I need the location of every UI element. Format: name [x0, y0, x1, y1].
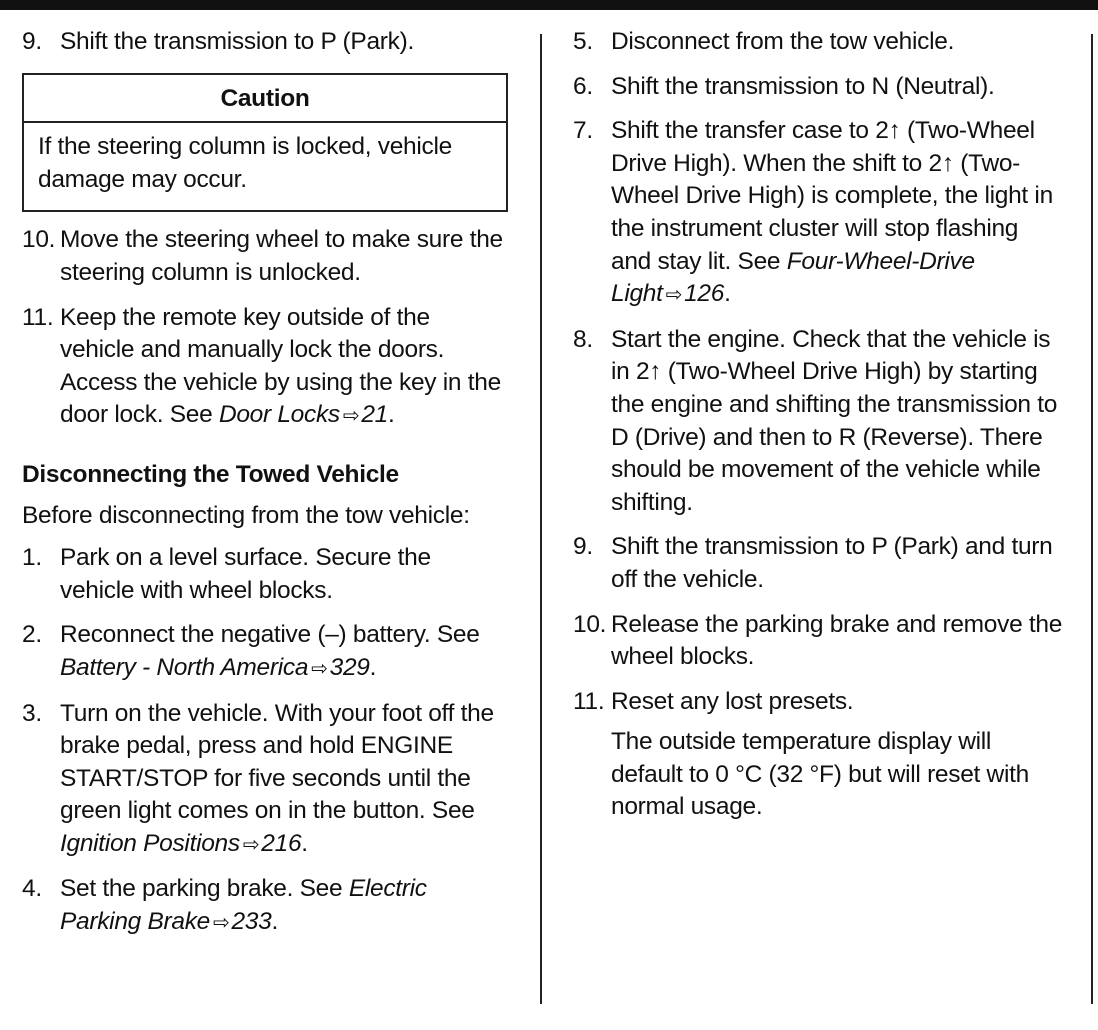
period: .	[369, 653, 377, 681]
step-8	[573, 324, 1063, 520]
step-5	[573, 26, 1063, 59]
right-edge-rule	[1091, 34, 1093, 1004]
step-number: 9.	[22, 28, 42, 55]
step-4	[22, 873, 508, 939]
step-text: Release the parking brake and remove the wheel blocks.	[611, 610, 1063, 671]
step-number: 2.	[22, 621, 42, 649]
step-11-right	[573, 686, 1063, 719]
period: .	[387, 401, 395, 429]
caution-text: If the steering column is locked, vehicle damage may occur.	[38, 133, 452, 193]
step-9-right	[573, 531, 1063, 596]
reference-page: 126	[684, 280, 725, 308]
cross-reference-link[interactable]	[60, 654, 370, 681]
top-rule	[0, 0, 1098, 10]
right-column	[573, 26, 1063, 824]
period: .	[724, 280, 731, 308]
step-text: Disconnect from the tow vehicle.	[611, 28, 955, 55]
page-ref-arrow-icon: ⇨	[311, 657, 328, 680]
reference-title: Electric Parking Brake	[60, 875, 427, 936]
step-text: Reset any lost presets.	[611, 687, 854, 715]
step-number: 3.	[22, 699, 42, 727]
reference-title: Door Locks	[218, 401, 340, 429]
reference-title: Battery - North America	[60, 653, 309, 681]
step-number: 4.	[22, 875, 42, 903]
step-6	[573, 71, 1063, 104]
page-ref-arrow-icon: ⇨	[342, 405, 360, 428]
step-number: 7.	[573, 117, 593, 145]
column-divider	[540, 34, 542, 1004]
step-text: Set the parking brake. See	[60, 875, 343, 903]
reference-page: 329	[329, 653, 370, 681]
step-number: 11.	[573, 687, 605, 715]
caution-box	[22, 73, 508, 213]
step-1	[22, 542, 508, 607]
step-number: 10.	[573, 610, 607, 638]
reference-title: Ignition Positions	[60, 829, 240, 857]
reference-page: 216	[261, 829, 302, 857]
step-text: Reconnect the negative (–) battery. See	[60, 621, 480, 649]
section-intro: Before disconnecting from the tow vehicle:	[22, 501, 470, 529]
cross-reference-link[interactable]	[219, 401, 388, 428]
reference-page: 233	[231, 908, 272, 936]
step-11-left	[22, 302, 508, 433]
step-text: Shift the transmission to P (Park) and turn off the vehicle.	[611, 533, 1053, 593]
step-7	[573, 115, 1063, 312]
period: .	[301, 829, 308, 857]
step-number: 5.	[573, 28, 593, 55]
step-number: 6.	[573, 72, 593, 100]
reference-title: Four-Wheel-Drive Light	[611, 247, 975, 308]
step-text: Park on a level surface. Secure the vehicle with wheel blocks.	[60, 544, 431, 604]
step-number: 10.	[22, 226, 56, 254]
step-number: 8.	[573, 325, 593, 353]
period: .	[271, 908, 278, 936]
step-number: 1.	[22, 544, 42, 572]
step-text: Shift the transfer case to 2↑ (Two-Wheel Drive High). When the shift to 2↑ (Two-Wheel Drive High) is complete, the light in the instrument cluster will stop flashing and stay lit. See	[611, 117, 1053, 275]
step-text: Turn on the vehicle. With your foot off the brake pedal, press and hold ENGINE START/STOP for five seconds until the green light comes on in the button. See	[60, 699, 494, 825]
step-9-left	[22, 26, 508, 59]
temperature-note: The outside temperature display will default to 0 °C (32 °F) but will reset with normal usage.	[611, 728, 1029, 821]
step-text: Start the engine. Check that the vehicle is in 2↑ (Two-Wheel Drive High) by starting the engine and shifting the transmission to D (Drive) and then to R (Reverse). There should be movement of the vehicle while shifting.	[611, 325, 1058, 516]
step-number: 11.	[22, 303, 54, 331]
section-heading: Disconnecting the Towed Vehicle	[22, 460, 399, 488]
step-2	[22, 619, 508, 685]
step-10-right	[573, 609, 1063, 674]
page-ref-arrow-icon: ⇨	[212, 912, 230, 935]
left-column	[22, 26, 508, 952]
step-3	[22, 698, 508, 862]
caution-title: Caution	[24, 75, 506, 124]
step-number: 9.	[573, 533, 593, 561]
step-text: Shift the transmission to N (Neutral).	[611, 72, 995, 100]
cross-reference-link[interactable]	[60, 830, 301, 857]
step-text: Shift the transmission to P (Park).	[60, 28, 414, 55]
reference-page: 21	[361, 401, 388, 429]
step-text: Keep the remote key outside of the vehicle and manually lock the doors. Access the vehicle by using the key in the door lock. See	[60, 303, 501, 429]
page-ref-arrow-icon: ⇨	[665, 284, 683, 307]
page-ref-arrow-icon: ⇨	[242, 833, 260, 856]
step-text: Move the steering wheel to make sure the steering column is unlocked.	[60, 226, 503, 286]
step-10-left	[22, 224, 508, 289]
